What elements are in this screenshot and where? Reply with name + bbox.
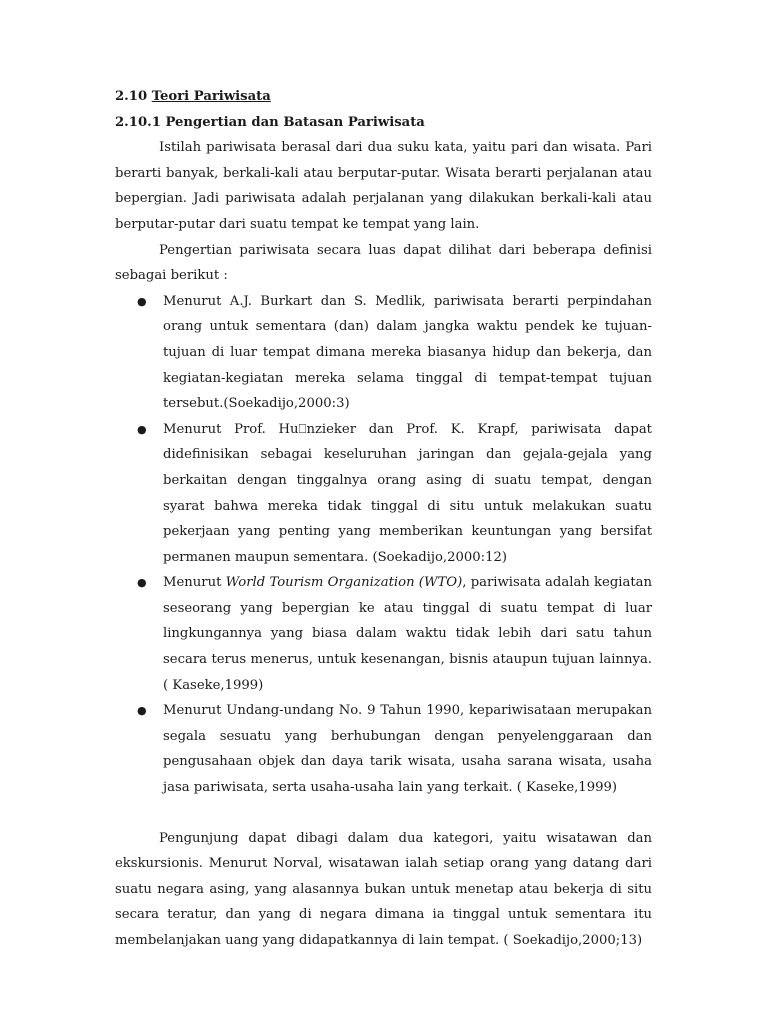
bullet-icon: ● — [137, 704, 147, 718]
subsection-heading: 2.10.1 Pengertian dan Batasan Pariwisata — [115, 114, 425, 130]
list-item — [115, 698, 652, 800]
section-number: 2.10 — [115, 89, 148, 104]
paragraph-spacer — [115, 801, 652, 826]
bullet-icon: ● — [137, 294, 147, 308]
list-item — [115, 417, 652, 571]
paragraph-etymology: Istilah pariwisata berasal dari dua suku kata, yaitu pari dan wisata. Pari berarti banyak, berkali-kali atau berputar-putar. Wisata berarti perjalanan atau bepergian. Jadi pariwisata adalah perjalanan yang dilakukan berkali-kali atau berputar-putar dari suatu tempat ke tempat yang lain. — [115, 140, 652, 232]
definition-text-italic: World Tourism Organization (WTO) — [225, 575, 463, 591]
list-item — [115, 570, 652, 698]
document-page — [115, 84, 652, 954]
bullet-icon: ● — [137, 576, 147, 590]
bullet-icon: ● — [137, 422, 147, 436]
list-item — [115, 289, 652, 417]
definition-text-pre: Menurut — [163, 575, 226, 591]
definition-text-post: , pariwisata adalah kegiatan seseorang yang bepergian ke atau tinggal di suatu tempat di luar lingkungannya yang biasa dalam waktu tidak lebih dari satu tahun secara terus menerus, untuk kesenangan, bisnis ataupun tujuan lainnya. ( Kaseke,1999) — [163, 575, 653, 693]
section-title: Teori Pariwisata — [151, 89, 271, 104]
definitions-list — [115, 289, 652, 801]
definition-text: Menurut A.J. Burkart dan S. Medlik, pariwisata berarti perpindahan orang untuk sementara (dan) dalam jangka waktu pendek ke tujuan-tujuan di luar tempat dimana mereka biasanya hidup dan bekerja, dan kegiatan-kegiatan mereka selama tinggal di tempat-tempat tujuan tersebut.(Soekadijo,2000:3) — [163, 293, 652, 412]
definition-text: Menurut Prof. Hu⎕nzieker dan Prof. K. Krapf, pariwisata dapat didefinisikan sebagai keseluruhan jaringan dan gejala-gejala yang berkaitan dengan tinggalnya orang asing di suatu tempat, dengan syarat bahwa mereka tidak tinggal di situ untuk melakukan suatu pekerjaan yang penting yang memberikan keuntungan yang bersifat permanen maupun sementara. (Soekadijo,2000:12) — [163, 421, 652, 565]
paragraph-visitors: Pengunjung dapat dibagi dalam dua kategori, yaitu wisatawan dan ekskursionis. Menurut Norval, wisatawan ialah setiap orang yang datang dari suatu negara asing, yang alasannya bukan untuk menetap atau bekerja di situ secara teratur, dan yang di negara dimana ia tinggal untuk sementara itu membelanjakan uang yang didapatkannya di lain tempat. ( Soekadijo,2000;13) — [115, 830, 652, 948]
section-heading — [115, 84, 652, 110]
paragraph-definitions-intro: Pengertian pariwisata secara luas dapat dilihat dari beberapa definisi sebagai berikut : — [115, 242, 652, 284]
definition-text: Menurut Undang-undang No. 9 Tahun 1990, kepariwisataan merupakan segala sesuatu yang berhubungan dengan penyelenggaraan dan pengusahaan objek dan daya tarik wisata, usaha sarana wisata, usaha jasa pariwisata, serta usaha-usaha lain yang terkait. ( Kaseke,1999) — [163, 703, 652, 796]
